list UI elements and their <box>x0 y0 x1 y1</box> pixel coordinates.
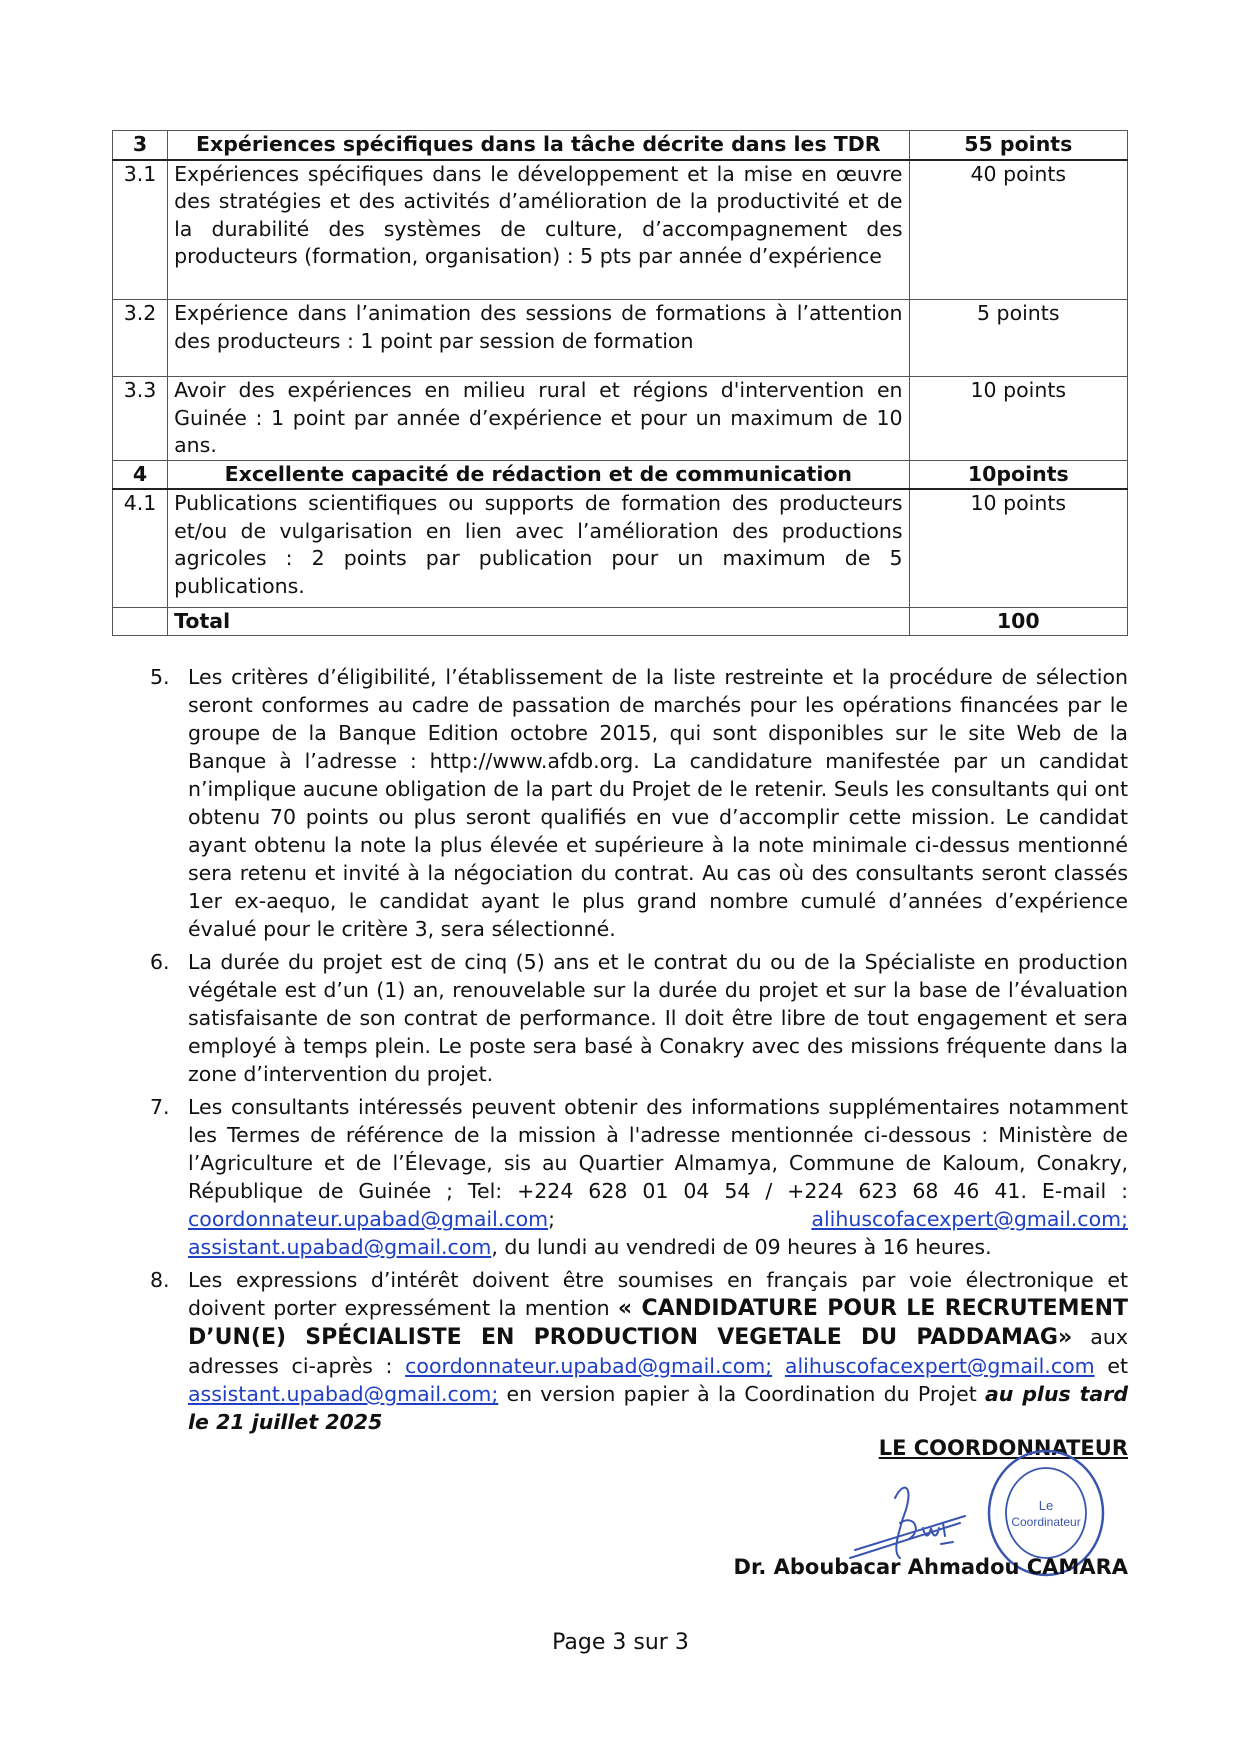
numbered-paragraphs <box>140 663 1128 1441</box>
table-row-criterion-3 <box>113 131 1128 160</box>
paragraph-number: 5. <box>150 665 170 689</box>
paragraph-6 <box>140 948 1128 1088</box>
svg-text:Le: Le <box>1038 1498 1054 1513</box>
paragraph-text: La durée du projet est de cinq (5) ans et le contrat du ou de la Spécialiste en production végétale est d’un (1) an, renouvelable sur la durée du projet et sur la base de l’évaluation satisfaisante de son contrat de performance. Il doit être libre de tout engagement et sera employé à temps plein. Le poste sera basé à Conakry avec des missions fréquente dans la zone d’intervention du projet. <box>188 950 1128 1086</box>
signatory-title: LE COORDONNATEUR <box>878 1436 1128 1460</box>
conjunction: et <box>1094 1354 1128 1378</box>
email-link-assistant[interactable]: assistant.upabad@gmail.com; <box>188 1382 499 1406</box>
paragraph-text: en version papier à la Coordination du Projet <box>498 1382 985 1406</box>
page-number: Page 3 sur 3 <box>552 1630 689 1655</box>
criterion-points: 40 points <box>909 160 1127 300</box>
paragraph-number: 8. <box>150 1268 170 1292</box>
separator: ; <box>548 1207 556 1231</box>
criterion-description: Excellente capacité de rédaction et de communication <box>168 460 909 489</box>
email-link-alihuscofacexpert[interactable]: alihuscofacexpert@gmail.com; <box>811 1207 1128 1231</box>
criterion-points: 5 points <box>909 300 1127 377</box>
criterion-description: Publications scientifiques ou supports de formation des producteurs et/ou de vulgarisation en lien avec l’amélioration des productions agricoles : 2 points par publication pour un maximum de 5 publications. <box>168 489 909 607</box>
table-row-3-3 <box>113 377 1128 461</box>
criterion-number: 3.1 <box>113 160 168 300</box>
table-row-3-2 <box>113 300 1128 377</box>
total-points: 100 <box>909 607 1127 636</box>
table-row-total <box>113 607 1128 636</box>
criterion-number: 4.1 <box>113 489 168 607</box>
paragraph-text: Les expressions d’intérêt doivent être soumises en français par voie électronique et doivent porter expressément la mention <box>188 1268 1128 1320</box>
paragraph-number: 6. <box>150 950 170 974</box>
paragraph-body <box>188 1266 1128 1436</box>
paragraph-text: aux adresses ci-après : <box>188 1325 1128 1378</box>
email-link-coordonnateur[interactable]: coordonnateur.upabad@gmail.com; <box>405 1354 773 1378</box>
svg-text:Coordinateur: Coordinateur <box>1011 1515 1081 1529</box>
paragraph-body <box>188 1093 1128 1261</box>
paragraph-7 <box>140 1093 1128 1261</box>
criterion-points: 10 points <box>909 377 1127 461</box>
paragraph-8 <box>140 1266 1128 1436</box>
evaluation-criteria-table <box>112 130 1128 636</box>
criterion-number: 3.2 <box>113 300 168 377</box>
table-row-4-1 <box>113 489 1128 607</box>
paragraph-text: Les critères d’éligibilité, l’établissement de la liste restreinte et la procédure de sélection seront conformes au cadre de passation de marchés pour les opérations financées par le groupe de la Banque Edition octobre 2015, qui sont disponibles sur le site Web de la Banque à l’adresse : http://www.afdb.org. La candidature manifestée par un candidat n’implique aucune obligation de la part du Projet de le retenir. Seuls les consultants qui ont obtenu 70 points ou plus seront qualifiés en vue d’accomplir cette mission. Le candidat ayant obtenu la note la plus élevée et supérieure à la note minimale ci-dessus mentionné sera retenu et invité à la négociation du contrat. Au cas où des consultants seront classés 1er ex-aequo, le candidat ayant le plus grand nombre cumulé d’années d’expérience évalué pour le critère 3, sera sélectionné. <box>188 665 1128 941</box>
criterion-points: 55 points <box>909 131 1127 160</box>
criterion-points: 10points <box>909 460 1127 489</box>
criterion-description: Expérience dans l’animation des sessions de formations à l’attention des producteurs : 1 point par session de formation <box>168 300 909 377</box>
paragraph-5 <box>140 663 1128 943</box>
application-mention: « CANDIDATURE POUR LE RECRUTEMENT D’UN(E) SPÉCIALISTE EN PRODUCTION VEGETALE DU PADDAMAG» <box>188 1296 1128 1350</box>
email-link-alihuscofacexpert[interactable]: alihuscofacexpert@gmail.com <box>784 1354 1095 1378</box>
criterion-description: Expériences spécifiques dans le développement et la mise en œuvre des stratégies et des activités d’amélioration de la productivité et de la durabilité des systèmes de culture, d’accompagnement des producteurs (formation, organisation) : 5 pts par année d’expérience <box>168 160 909 300</box>
paragraph-number: 7. <box>150 1095 170 1119</box>
criterion-number: 3 <box>113 131 168 160</box>
total-label: Total <box>168 607 909 636</box>
email-link-coordonnateur[interactable]: coordonnateur.upabad@gmail.com <box>188 1207 549 1231</box>
criterion-number: 4 <box>113 460 168 489</box>
email-link-assistant[interactable]: assistant.upabad@gmail.com <box>188 1235 492 1259</box>
paragraph-text: Les consultants intéressés peuvent obtenir des informations supplémentaires notamment les Termes de référence de la mission à l'adresse mentionnée ci-dessous : Ministère de l’Agriculture et de l’Élevage, sis au Quartier Almamya, Commune de Kaloum, Conakry, République de Guinée ; Tel: +224 628 01 04 54 / +224 623 68 46 41. E-mail : <box>188 1095 1128 1203</box>
table-row-criterion-4 <box>113 460 1128 489</box>
criterion-description: Expériences spécifiques dans la tâche décrite dans les TDR <box>168 131 909 160</box>
deadline: au plus tard le 21 juillet 2025 <box>188 1382 1128 1434</box>
criterion-points: 10 points <box>909 489 1127 607</box>
criterion-number: 3.3 <box>113 377 168 461</box>
signatory-name: Dr. Aboubacar Ahmadou CAMARA <box>733 1555 1128 1579</box>
criterion-description: Avoir des expériences en milieu rural et régions d'intervention en Guinée : 1 point par année d’expérience et pour un maximum de 10 ans. <box>168 377 909 461</box>
table-row-3-1 <box>113 160 1128 300</box>
criterion-number <box>113 607 168 636</box>
office-hours-text: , du lundi au vendredi de 09 heures à 16 heures. <box>491 1235 992 1259</box>
